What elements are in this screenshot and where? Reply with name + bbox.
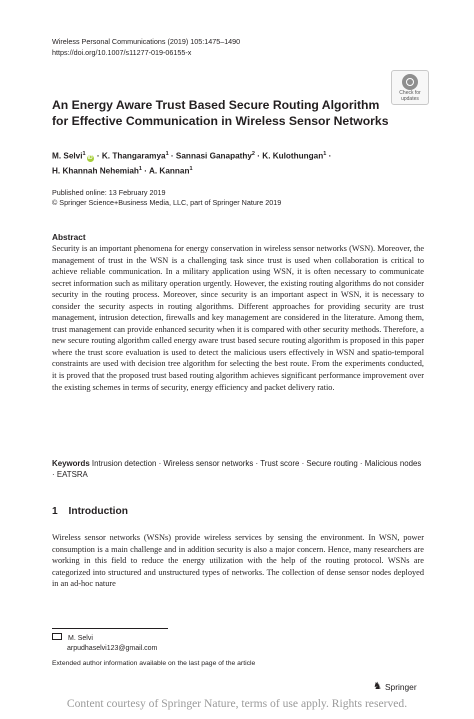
keywords-label: Keywords [52, 459, 90, 468]
author-line-1: M. Selvi$^1$iD · K. Thangaramya$^1$ · Sannasi Ganapathy$^2$ · K. Kulothungan$^1$ · [52, 151, 332, 161]
publication-info [52, 188, 281, 208]
published-date: Published online: 13 February 2019 [52, 188, 166, 197]
corresponding-author-footnote [52, 633, 157, 654]
author-name[interactable]: K. Kulothungan [262, 151, 324, 161]
footnote-author: M. Selvi [68, 635, 93, 642]
footnote-email[interactable]: arpudhaselvi123@gmail.com [67, 645, 158, 652]
author-list [52, 148, 432, 177]
keywords [52, 458, 424, 481]
keyword-item: Intrusion detection [91, 459, 157, 468]
journal-citation: Wireless Personal Communications (2019) 105:1475–1490 [52, 37, 241, 46]
check-updates-icon [402, 74, 418, 90]
orcid-icon[interactable]: iD [87, 154, 93, 161]
keyword-item: Secure routing [306, 459, 358, 468]
running-header [52, 36, 240, 58]
keyword-item: EATSRA [56, 470, 88, 480]
keyword-item: Malicious nodes [364, 459, 422, 468]
publisher-logo [373, 681, 417, 692]
section-title: Introduction [68, 506, 128, 517]
keyword-item: Wireless sensor networks [163, 459, 254, 468]
extended-author-info: Extended author information available on the last page of the article [52, 660, 256, 667]
envelope-icon [52, 633, 62, 640]
badge-label: Check for updates [399, 90, 421, 102]
author-name[interactable]: M. Selvi [52, 151, 83, 161]
author-name[interactable]: H. Khannah Nehemiah [52, 166, 139, 176]
copyright-notice: © Springer Science+Business Media, LLC, part of Springer Nature 2019 [52, 198, 282, 207]
keyword-item: Trust score [260, 459, 300, 468]
abstract-text: Security is an important phenomena for energy conservation in wireless sensor networks (WSN). Moreover, the management of trust in the WSN is a challenging task since trust is used when collaboration is critical to achieve reliable communication. In a military application using WSN, it is often necessary to communicate secret information such as military operation urgently. However, the existing routing algorithms do not consider security in the routing process. Moreover, since security is an important aspect in WSN, it is necessary to consider the security aspects in routing algorithms. Different approaches for providing security are trust management, intrusion detection, firewalls and key management are considered in the literature. Among them, trust management can provide enhanced security when it is compared with other security methods. Therefore, a new secure routing algorithm called energy aware trust based secure routing algorithm is proposed in this paper where the trust score evaluation is used to detect the malicious users effectively in WSN and spatio-temporal constraints are used with decision tree algorithm for selecting the best route. From the experiments conducted, it is proved that the proposed trust based routing algorithm achieves significant performance improvement over the existing schemes in terms of security, energy efficiency and packet delivery ratio. [52, 244, 424, 392]
introduction-text: Wireless sensor networks (WSNs) provide wireless services by sensing the environment. In WSN, power consumption is a main challenge and in addition security is also a major concern. Hence, many researchers are working in this field to reduce the energy utilization with the help of the routing protocol. WSNs are categorized into structured and unstructured types of networks. The collection of dense sensor nodes deployed in an ad-hoc nature [52, 533, 424, 589]
section-number: 1 [52, 506, 58, 517]
author-line-2: H. Khannah Nehemiah$^1$ · A. Kannan$^1$ [52, 165, 193, 176]
author-name[interactable]: K. Thangaramya [101, 151, 166, 161]
publisher-name: Springer [384, 681, 417, 692]
section-heading [52, 506, 128, 517]
courtesy-watermark: Content courtesy of Springer Nature, terms of use apply. Rights reserved. [66, 697, 408, 710]
author-name[interactable]: Sannasi Ganapathy [175, 151, 252, 161]
springer-horse-icon: ♞ [373, 681, 382, 692]
article-title: An Energy Aware Trust Based Secure Routing Algorithm for Effective Communication in Wireless Sensor Networks [52, 98, 389, 128]
doi-link[interactable]: https://doi.org/10.1007/s11277-019-06155-x [52, 48, 192, 57]
footnote-divider [52, 628, 168, 629]
keywords-list: Intrusion detection · Wireless sensor networks · Trust score · Secure routing · Malicious nodes · EATSRA [52, 459, 422, 480]
author-name[interactable]: A. Kannan [148, 166, 190, 176]
abstract-heading: Abstract [52, 232, 86, 242]
check-for-updates-badge[interactable] [391, 70, 429, 105]
